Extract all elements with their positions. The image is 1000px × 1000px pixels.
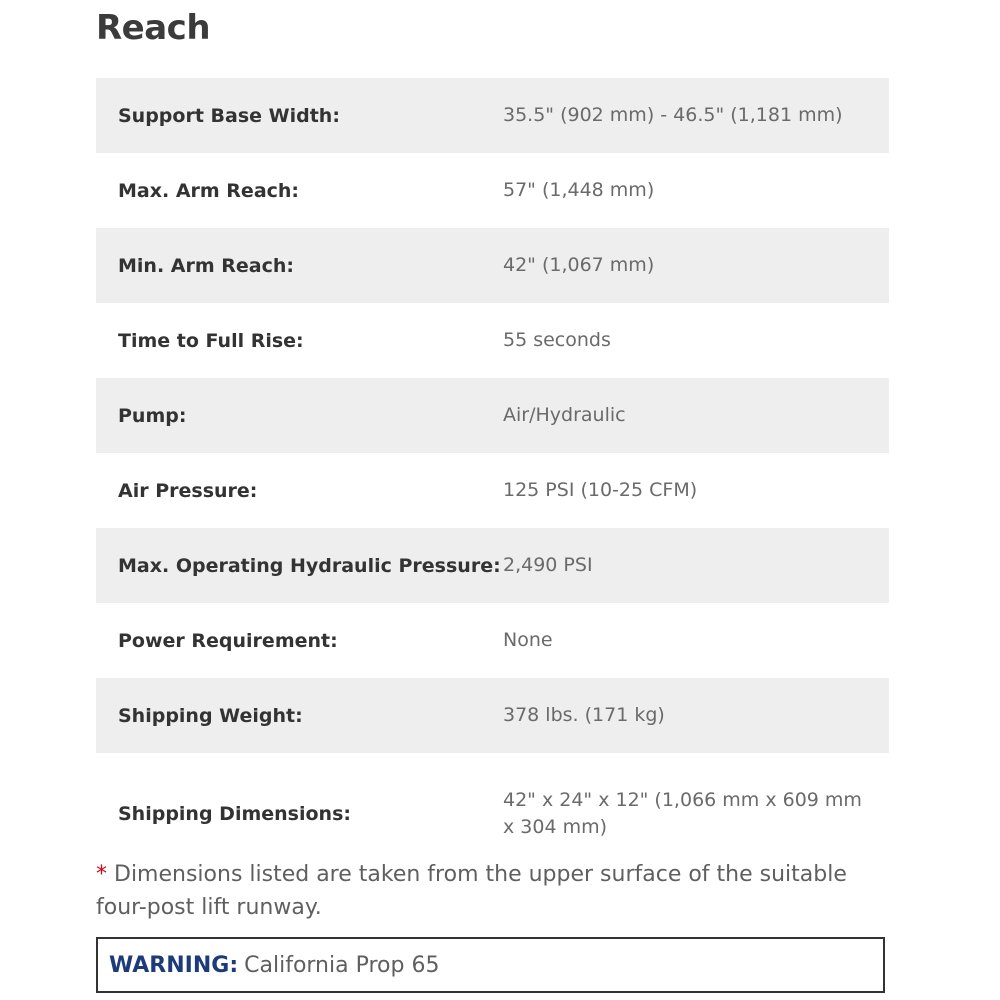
- spec-value: 42" x 24" x 12" (1,066 mm x 609 mm x 304 mm): [503, 789, 862, 838]
- warning-label: WARNING:: [109, 952, 239, 978]
- spec-label: Pump:: [96, 378, 503, 453]
- warning-box: [96, 937, 885, 993]
- spec-value: Air/Hydraulic: [503, 378, 889, 453]
- spec-row-power-requirement: [96, 603, 889, 678]
- spec-value: 378 lbs. (171 kg): [503, 678, 889, 753]
- spec-value: 125 PSI (10-25 CFM): [503, 479, 698, 501]
- spec-label: Time to Full Rise:: [118, 329, 304, 352]
- dimensions-footnote: [96, 858, 896, 924]
- warning-text: California Prop 65: [244, 952, 440, 978]
- spec-row-support-base-width: [96, 78, 889, 153]
- spec-label: Shipping Weight:: [96, 678, 503, 753]
- spec-value: 42" (1,067 mm): [503, 228, 889, 303]
- spec-label: Support Base Width:: [96, 78, 503, 153]
- spec-row-max-hydraulic-pressure: [96, 528, 889, 603]
- spec-row-time-to-full-rise: [96, 303, 889, 378]
- spec-table: [96, 78, 889, 875]
- spec-value: 55 seconds: [503, 329, 611, 351]
- spec-value: 57" (1,448 mm): [503, 179, 655, 201]
- spec-row-shipping-dimensions: [96, 753, 889, 875]
- spec-row-shipping-weight: [96, 678, 889, 753]
- spec-row-max-arm-reach: [96, 153, 889, 228]
- page-title: Reach: [96, 8, 211, 48]
- spec-value: 35.5" (902 mm) - 46.5" (1,181 mm): [503, 78, 889, 153]
- spec-value: None: [503, 629, 553, 651]
- spec-label: Power Requirement:: [118, 629, 338, 652]
- spec-label: Air Pressure:: [118, 479, 258, 502]
- spec-label: Max. Arm Reach:: [118, 179, 300, 202]
- spec-label: Max. Operating Hydraulic Pressure:: [96, 528, 503, 603]
- spec-row-min-arm-reach: [96, 228, 889, 303]
- spec-label: Min. Arm Reach:: [96, 228, 503, 303]
- spec-row-air-pressure: [96, 453, 889, 528]
- footnote-text: Dimensions listed are taken from the upper surface of the suitable four-post lift runway.: [96, 862, 847, 920]
- spec-row-pump: [96, 378, 889, 453]
- asterisk-marker: *: [96, 862, 107, 887]
- spec-value: 2,490 PSI: [503, 528, 889, 603]
- spec-label: Shipping Dimensions:: [118, 803, 351, 825]
